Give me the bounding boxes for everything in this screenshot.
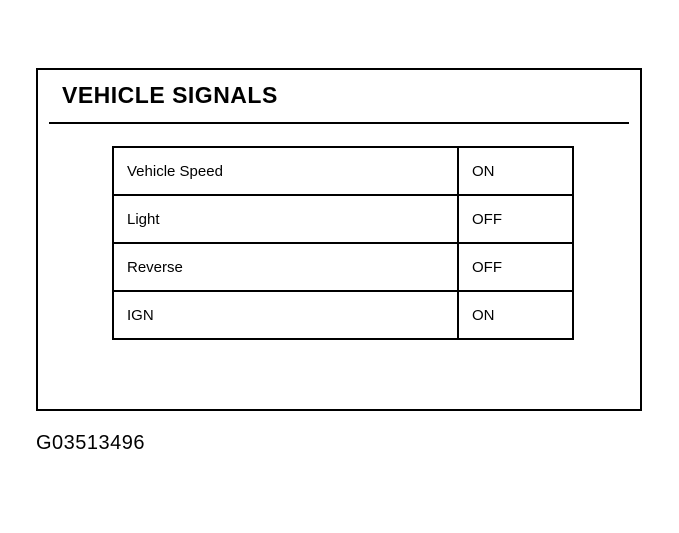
page-title: VEHICLE SIGNALS [62, 82, 278, 108]
signal-value: OFF [458, 195, 573, 243]
table-row [113, 291, 573, 339]
signal-name: Vehicle Speed [113, 147, 458, 195]
figure-caption: G03513496 [36, 432, 146, 454]
signal-value: ON [458, 147, 573, 195]
signal-value: OFF [458, 243, 573, 291]
vehicle-signals-table [112, 146, 574, 340]
signal-value: ON [458, 291, 573, 339]
signal-name: Light [113, 195, 458, 243]
vehicle-signals-panel [36, 68, 642, 411]
table-row [113, 147, 573, 195]
table-row [113, 195, 573, 243]
signal-name: IGN [113, 291, 458, 339]
title-divider [49, 122, 629, 124]
signal-name: Reverse [113, 243, 458, 291]
table-row [113, 243, 573, 291]
